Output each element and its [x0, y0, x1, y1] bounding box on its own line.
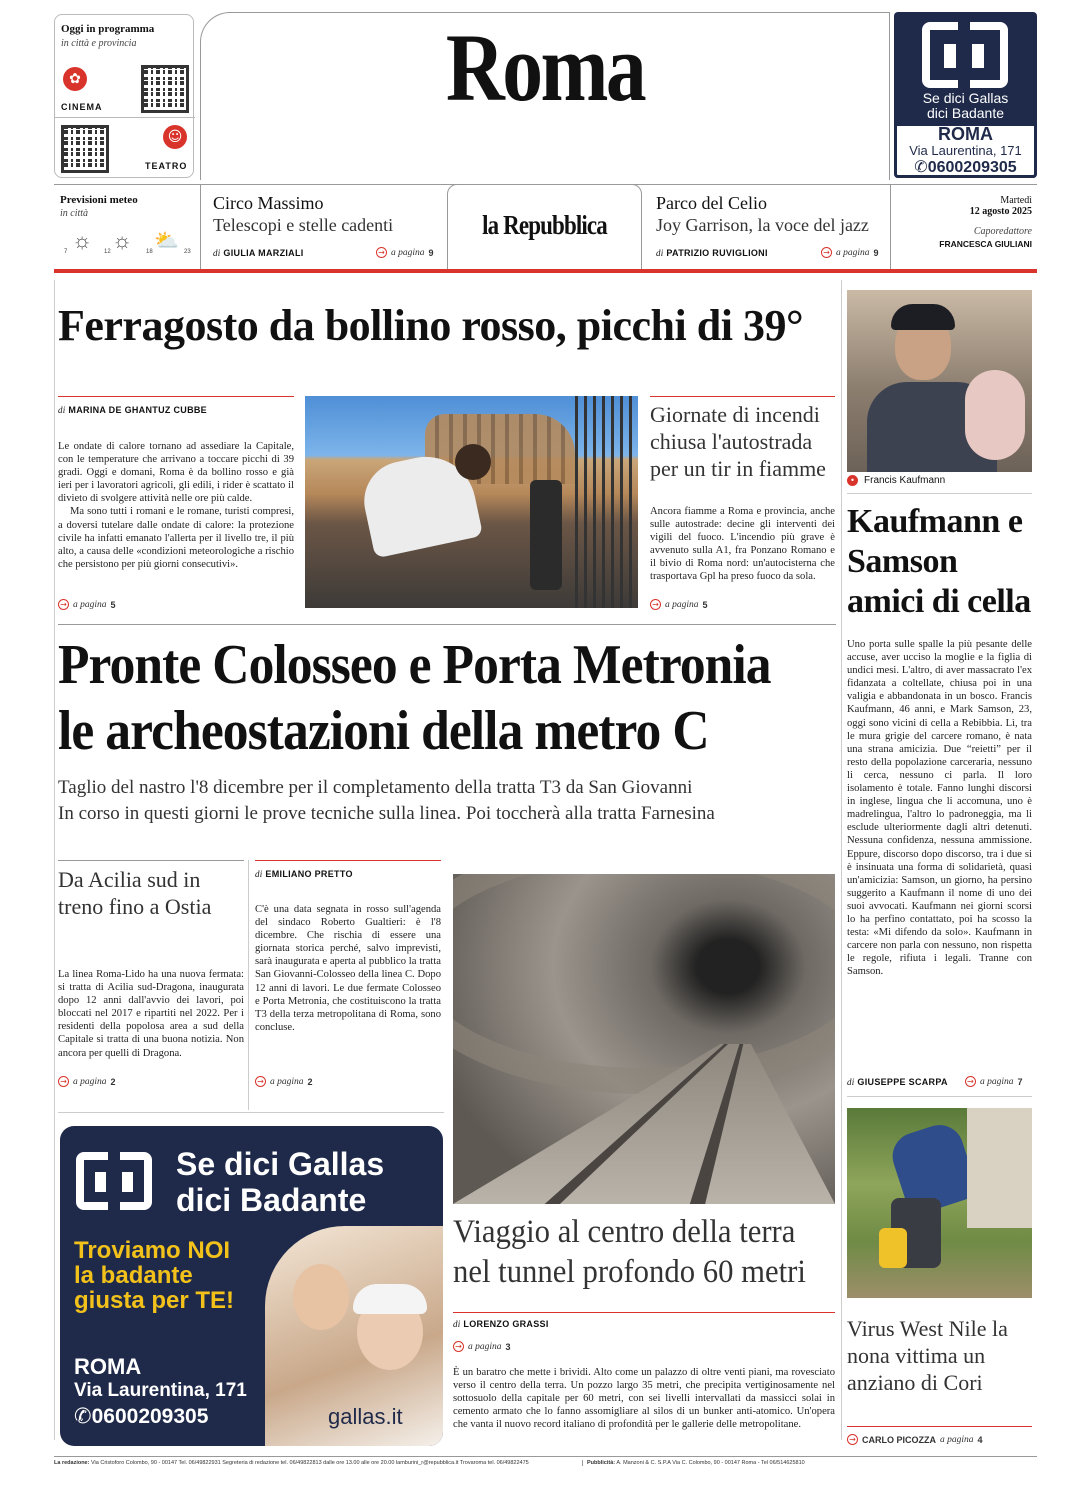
acilia-divider [248, 860, 249, 1110]
programma-divider [55, 117, 195, 118]
teaser-right-title: Joy Garrison, la voce del jazz [656, 215, 869, 235]
wall-shape [967, 1108, 1032, 1228]
tunnel-body: È un baratro che mette i brividi. Alto come un palazzo di oltre venti piani, ma rovesciato verso il centro della terra. Un pozzo largo 35 metri, che precipita vertiginosamente nel sottosuolo della capitale per 60 metri, con sei livelli intervallati da massicci solai in cemento armato che lo fanno assomigliare al silos di un bunker anti-atomico. Un'opera che vanta il nuovo record italiano di profondità per le gallerie delle metropolitane. [453, 1367, 835, 1431]
lead-paragraph-2: Ma sono tutti i romani e le romane, turisti compresi, a doversi tutelare dalle ondate di calore: la protezione civile ha infatti emanato l'allerta per il livello tre, il più alto, a causa delle «condizioni meteorologiche a rischio che persistono per più giorni consecutivi». [58, 506, 294, 570]
lead-ref[interactable]: → a pagina 5 [58, 599, 116, 610]
big-ad-city: ROMA [74, 1354, 142, 1379]
metro-rule [255, 860, 441, 861]
editor-name: FRANCESCA GIULIANI [939, 239, 1032, 249]
teaser-left-kicker: Circo Massimo [213, 193, 324, 213]
teatro-label[interactable]: TEATRO [145, 161, 188, 171]
main-deck-line2: In corso in questi giorni le prove tecniche sulla linea. Poi toccherà alla tratta Farnesina [58, 803, 715, 824]
meteo-title: Previsioni meteo [60, 194, 138, 206]
man-cap [891, 304, 955, 330]
child-shape [965, 370, 1025, 460]
lead-headline[interactable]: Ferragosto da bollino rosso, picchi di 39° [58, 301, 804, 350]
big-ad-phone-row [74, 1404, 208, 1429]
meteo-hour-1: 7 [64, 249, 68, 255]
lead-byline: di MARINA DE GHANTUZ CUBBE [58, 405, 207, 415]
meteo-box [54, 184, 200, 269]
colosseum-fountain-photo [305, 396, 638, 608]
page-right-col-rule [841, 280, 842, 1440]
tunnel-byline: di LORENZO GRASSI [453, 1319, 549, 1329]
big-ad-line2: dici Badante [176, 1182, 367, 1218]
west-nile-photo [847, 1108, 1032, 1298]
main-deck-line1: Taglio del nastro l'8 dicembre per il completamento della tratta T3 da San Giovanni [58, 777, 693, 798]
top-ad-address: Via Laurentina, 171 [909, 143, 1022, 158]
footer-redazione [54, 1460, 574, 1466]
acilia-ref[interactable]: → a pagina 2 [58, 1076, 116, 1087]
sidebar-mid-rule [847, 1096, 1032, 1097]
kaufmann-caption-row [847, 475, 945, 486]
meteo-hour-4: 23 [184, 249, 191, 255]
metro-ref[interactable]: → a pagina 2 [255, 1076, 313, 1087]
meteo-sun-icon-1: ☼ [72, 228, 93, 253]
big-ad-tag1: Troviamo NOI [74, 1237, 231, 1264]
acilia-body: La linea Roma-Lido ha una nuova fermata: si tratta di Acilia sud-Dragona, inaugurata dopo 12 anni dall'avvio dei lavori, poi bloccati nel 2017 e ripartiti nel 2022. Per i residenti della popolosa area a sud della Capitale si tratta di una buona notizia. Non ancora per quelli di Dragona. [58, 969, 244, 1059]
cinema-icon: ✿ [63, 67, 87, 91]
sidebar-headline[interactable]: Kaufmann e Samson amici di cella [847, 503, 1031, 620]
arrow-icon: → [965, 1076, 976, 1087]
teaser-right-ref[interactable]: → a pagina 9 [821, 247, 879, 258]
metro-tunnel-photo [453, 874, 835, 1204]
metro-bottom-rule [58, 1112, 444, 1113]
big-ad-tag2: la badante [74, 1262, 193, 1289]
kaufmann-caption: Francis Kaufmann [864, 475, 946, 486]
lead-body [58, 440, 294, 571]
footer-pubblicita-label: Pubblicità: [587, 1460, 616, 1466]
elder-hair [353, 1284, 427, 1314]
person-head [455, 444, 491, 480]
big-ad-phone: 0600209305 [91, 1405, 209, 1428]
teaser-left-ref[interactable]: → a pagina 9 [376, 247, 434, 258]
arrow-icon: → [453, 1341, 464, 1352]
incendi-headline[interactable]: Giornate di incendi chiusa l'autostrada per un tir in fiamme [650, 402, 826, 481]
footer-pubblicita [582, 1460, 1032, 1466]
tunnel-rule [453, 1312, 835, 1313]
big-ad-address: Via Laurentina, 171 [74, 1380, 247, 1401]
incendi-ref[interactable]: → a pagina 5 [650, 599, 708, 610]
westnile-ref[interactable]: → CARLO PICOZZA a pagina 4 [847, 1434, 983, 1445]
big-ad-tag3: giusta per TE! [74, 1287, 235, 1314]
teaser-left-title: Telescopi e stelle cadenti [213, 215, 394, 235]
main-top-rule [58, 624, 836, 625]
top-ad[interactable] [894, 12, 1037, 178]
main-headline-line2[interactable]: le archeostazioni della metro C [58, 700, 709, 762]
programma-title: Oggi in programma [61, 23, 155, 35]
arrow-icon: → [58, 1076, 69, 1087]
westnile-rule [847, 1426, 1032, 1427]
railing-shape [575, 396, 638, 608]
top-ad-line1: Se dici Gallas [922, 90, 1009, 106]
date-day: Martedì [1000, 195, 1032, 206]
footer-pubblicita-text: A. Manzoni & C. S.P.A Via C. Colombo, 90 - 00147 Roma - Tel 06/514625810 [616, 1460, 805, 1466]
caregiver-face [293, 1264, 349, 1330]
programma-subtitle: in città e provincia [61, 38, 137, 49]
acilia-rule [58, 860, 244, 861]
band-red-rule [54, 269, 1037, 273]
teaser-circo-massimo[interactable] [213, 192, 441, 258]
metro-byline: di EMILIANO PRETTO [255, 869, 353, 879]
westnile-headline[interactable]: Virus West Nile la nona vittima un anziano di Cori [847, 1316, 1008, 1395]
lead-byline-rule [58, 396, 294, 397]
teatro-mask-icon: ☺ [163, 125, 187, 149]
big-ad[interactable] [60, 1126, 443, 1446]
footer-redazione-label: La redazione: [54, 1460, 90, 1466]
meteo-subtitle: in città [60, 208, 89, 219]
meteo-sun-icon-2: ☼ [112, 228, 133, 253]
editor-role: Caporedattore [973, 226, 1032, 237]
tunnel-headline-line1[interactable]: Viaggio al centro della terra [453, 1214, 796, 1250]
programma-box [54, 14, 194, 178]
top-ad-city: ROMA [938, 124, 993, 144]
big-ad-line1: Se dici Gallas [176, 1146, 385, 1182]
teaser-right-kicker: Parco del Celio [656, 193, 767, 213]
arrow-icon: → [255, 1076, 266, 1087]
phone-icon: ✆ [914, 159, 928, 176]
band-divider-2 [890, 184, 891, 269]
arrow-icon: → [58, 599, 69, 610]
tunnel-arch [453, 874, 835, 1094]
masthead-title[interactable]: Roma [445, 14, 645, 121]
meteo-hour-2: 12 [104, 249, 111, 255]
arrow-icon: → [821, 247, 832, 258]
tunnel-ref[interactable]: → a pagina 3 [453, 1341, 511, 1352]
sprayer-tank [879, 1228, 907, 1268]
arrow-icon: → [650, 599, 661, 610]
teatro-qr-code[interactable] [61, 125, 109, 173]
sidebar-body: Uno porta sulle spalle la più pesante delle accuse, aver ucciso la moglie e la figlia di undici mesi. L'altro, di aver massacrato l'ex fidanzata a coltellate, chiusa poi in una valigia e abbandonata in un bosco. Francis Kaufmann, 46 anni, e Mark Samson, 23, oggi sono vicini di cella a Rebibbia. Lì, tra le mura grigie del carcere romano, è nata una strana amicizia. Due “reietti” per il resto della popolazione carceraria, nessuno li cerca, nessuno ci parla. Il loro isolamento è totale. Fanno lunghi discorsi in inglese, lingua che li accomuna, uno è madrelingua, l'altro lo padroneggia, ma li esclude ulteriormente dagli altri detenuti. Nessuna confidenza, nessuna ammissione. Eppure, discorso dopo discorso, tra i due si è insinuata una forma di solidarietà, quasi un'amicizia: Samson, un giorno, ha persino suggerito a Kaufmann il nome di uno dei suoi avvocati. Kaufmann nei giorni scorsi lo ha perfino contattato, poi ha scosso la testa: «Mi difendo da solo». Kaufmann in carcere non parla con nessuno, non rispetta le regole, rifiuta i legali. Tranne con Samson. [847, 639, 1032, 978]
sidebar-byline: di GIUSEPPE SCARPA [847, 1077, 948, 1087]
main-headline-line1[interactable]: Pronte Colosseo e Porta Metronia [58, 634, 771, 696]
westnile-author: CARLO PICOZZA [862, 1434, 936, 1445]
big-ad-site[interactable]: gallas.it [328, 1404, 403, 1429]
footer-redazione-text: Via Cristoforo Colombo, 90 - 00147 Tel. 06/49822931 Segreteria di redazione tel. 06/49822813 dalle ore 13.00 alle ore 20.00 lamburini_r@repubblica.it Trovaroma tel. 06/49822475 [90, 1460, 529, 1466]
top-ad-line2: dici Badante [926, 105, 1005, 121]
cinema-qr-code[interactable] [141, 65, 189, 113]
teaser-left-byline: di GIULIA MARZIALI [213, 248, 304, 258]
date-box [895, 195, 1032, 249]
phone-icon: ✆ [74, 1405, 92, 1428]
gallas-logo-icon [922, 22, 1008, 88]
incendi-rule [650, 396, 835, 397]
cinema-label[interactable]: CINEMA [61, 102, 103, 112]
camera-dot-icon: • [847, 475, 858, 486]
lead-paragraph-1: Le ondate di calore tornano ad assediare la Capitale, con le temperature che arrivano a toccare picchi di 39 gradi. Oggi e domani, Roma è da bollino rosso e già ieri per i lavoratori agricoli, gli edili, i rider è scattato il divieto di svolgere attività nelle ore più calde. [58, 441, 294, 505]
meteo-hour-3: 18 [146, 249, 153, 255]
teaser-right-byline: di PATRIZIO RUVIGLIONI [656, 248, 768, 258]
kaufmann-photo [847, 290, 1032, 472]
top-ad-phone-row [894, 157, 1037, 177]
repubblica-logo[interactable]: la Repubblica [482, 210, 607, 240]
footer-rule [54, 1456, 1037, 1457]
big-ad-logo-icon [76, 1152, 152, 1210]
fountain-shape [530, 480, 562, 590]
arrow-icon: → [847, 1434, 858, 1445]
tunnel-headline-line2[interactable]: nel tunnel profondo 60 metri [453, 1254, 806, 1290]
arrow-icon: → [376, 247, 387, 258]
sidebar-caption-rule [847, 493, 1032, 494]
incendi-body: Ancora fiamme a Roma e provincia, anche sulle autostrade: decine gli interventi dei vigili del fuoco. L'incendio più grave è avvenuto sulla A1, fra Ponzano Romano e il bivio di Roma nord: un'autocisterna che trasportava Gpl ha preso fuoco da sola. [650, 506, 835, 583]
meteo-cloud-sun-icon: ⛅ [154, 230, 179, 252]
acilia-headline[interactable]: Da Acilia sud in treno fino a Ostia [58, 867, 212, 919]
top-ad-phone: 0600209305 [927, 159, 1017, 176]
teaser-parco-celio[interactable] [656, 192, 886, 258]
band-divider-1 [200, 184, 201, 269]
date-value: 12 agosto 2025 [969, 206, 1032, 217]
metro-body: C'è una data segnata in rosso sull'agenda del sindaco Roberto Gualtieri: è l'8 dicembre. Che rischia di essere una giornata storica perché, salvo imprevisti, sarà inaugurata e aperta al pubblico la tratta San Giovanni-Colosseo della linea C. Dopo 12 anni di lavori. Le due fermate Colosseo e Porta Metronia, che costituiscono la tratta T3 della terza metropolitana di Roma, sono concluse. [255, 904, 441, 1033]
sidebar-ref[interactable]: → a pagina 7 [965, 1076, 1023, 1087]
page-left-rule [54, 280, 55, 1440]
